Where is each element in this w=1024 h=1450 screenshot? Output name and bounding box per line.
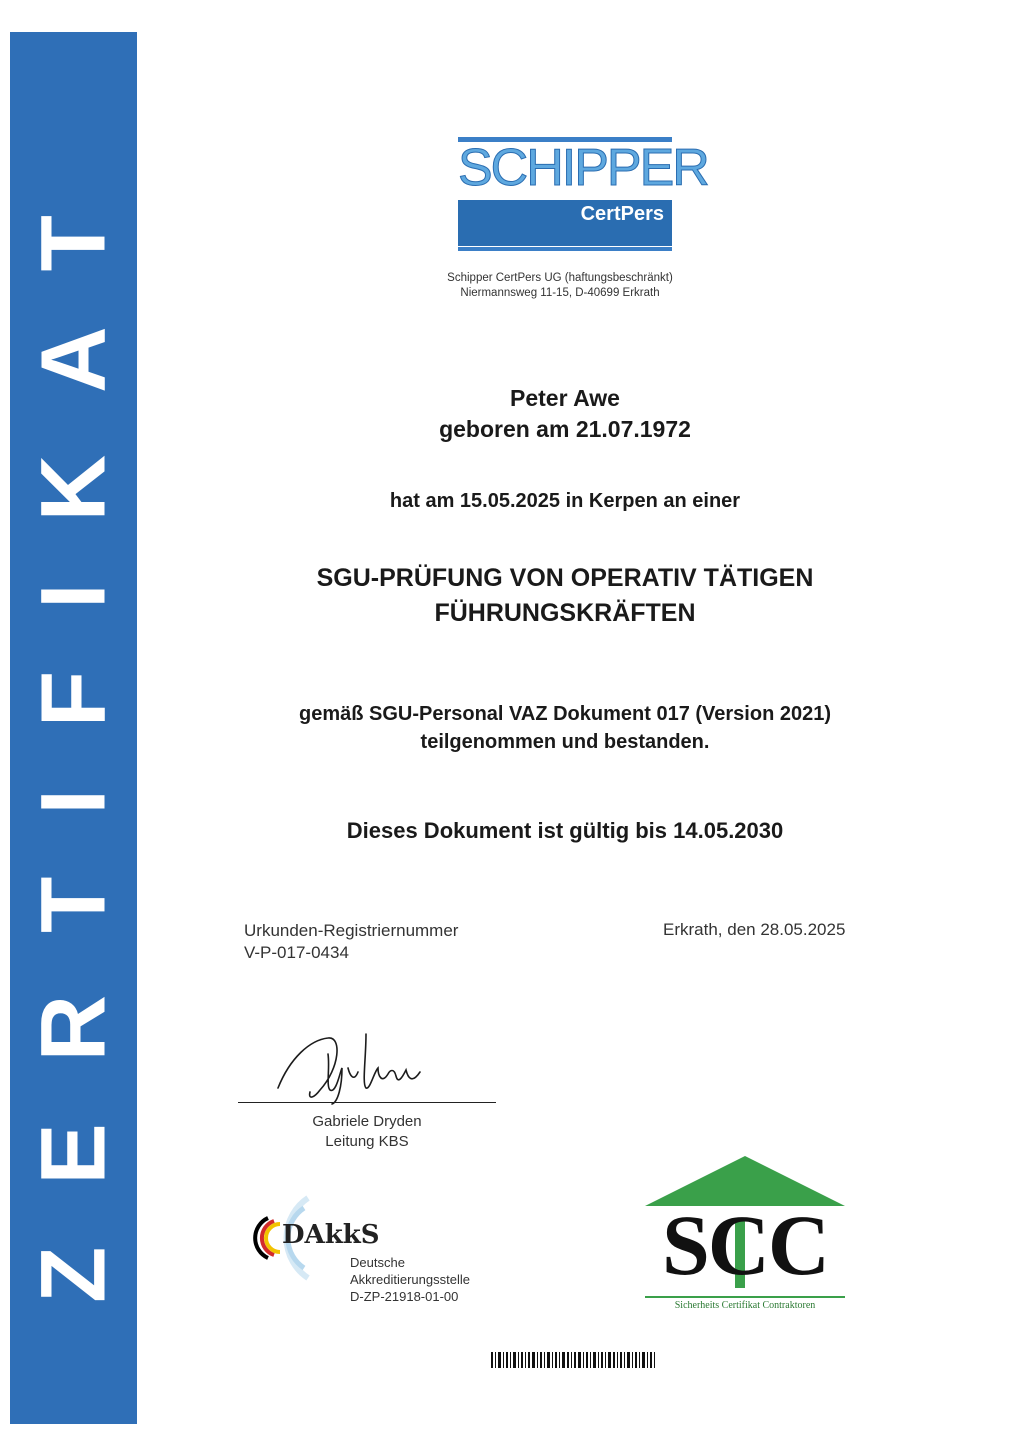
scc-wordmark: SCC <box>661 1197 829 1293</box>
registration-number: V-P-017-0434 <box>244 943 349 962</box>
signature-line <box>238 1102 496 1103</box>
dakks-brand: DAkkS <box>282 1220 380 1250</box>
zertifikat-vertical-text: ZERTIFIKAT <box>22 153 124 1303</box>
signer-block <box>238 1112 496 1152</box>
dakks-accreditation-mark <box>248 1188 508 1308</box>
signer-name: Gabriele Dryden <box>312 1113 422 1130</box>
exam-basis-line-1: gemäß SGU-Personal VAZ Dokument 017 (Version 2021) <box>298 703 832 725</box>
handwritten-signature <box>270 1028 440 1106</box>
issuer-street: Niermannsweg 11-15, D-40699 Erkrath <box>460 287 660 299</box>
exam-title-line-1: SGU-PRÜFUNG VON OPERATIV TÄTIGEN <box>316 564 814 592</box>
logo-subtitle: CertPers <box>580 203 664 225</box>
dakks-line-1: Deutsche <box>350 1255 405 1270</box>
schipper-certpers-logo <box>458 137 708 252</box>
dakks-number: D-ZP-21918-01-00 <box>350 1289 459 1304</box>
issuer-address <box>400 271 720 301</box>
signer-role: Leitung KBS <box>325 1133 409 1150</box>
holder-block <box>180 383 950 445</box>
scc-logo <box>645 1156 845 1316</box>
exam-basis <box>180 700 950 756</box>
exam-date-line: hat am 15.05.2025 in Kerpen an einer <box>389 490 741 512</box>
exam-title-line-2: FÜHRUNGSKRÄFTEN <box>434 599 696 627</box>
holder-name: Peter Awe <box>510 385 620 411</box>
document-barcode <box>491 1352 655 1368</box>
logo-wordmark: SCHIPPER <box>458 139 708 197</box>
zertifikat-side-band <box>10 32 137 1424</box>
validity-statement: Dieses Dokument ist gültig bis 14.05.2030 <box>346 818 784 843</box>
dakks-line-2: Akkreditierungsstelle <box>350 1272 470 1287</box>
issuer-company: Schipper CertPers UG (haftungsbeschränkt) <box>447 272 673 284</box>
holder-birth: geboren am 21.07.1972 <box>439 416 691 442</box>
dakks-details <box>350 1254 470 1305</box>
registration-block <box>244 920 458 964</box>
registration-label: Urkunden-Registriernummer <box>244 921 459 940</box>
exam-basis-line-2: teilgenommen und bestanden. <box>420 731 710 753</box>
place-and-date: Erkrath, den 28.05.2025 <box>663 920 846 939</box>
scc-tagline: Sicherheits Certifikat Contraktoren <box>645 1296 845 1311</box>
exam-title <box>180 561 950 631</box>
